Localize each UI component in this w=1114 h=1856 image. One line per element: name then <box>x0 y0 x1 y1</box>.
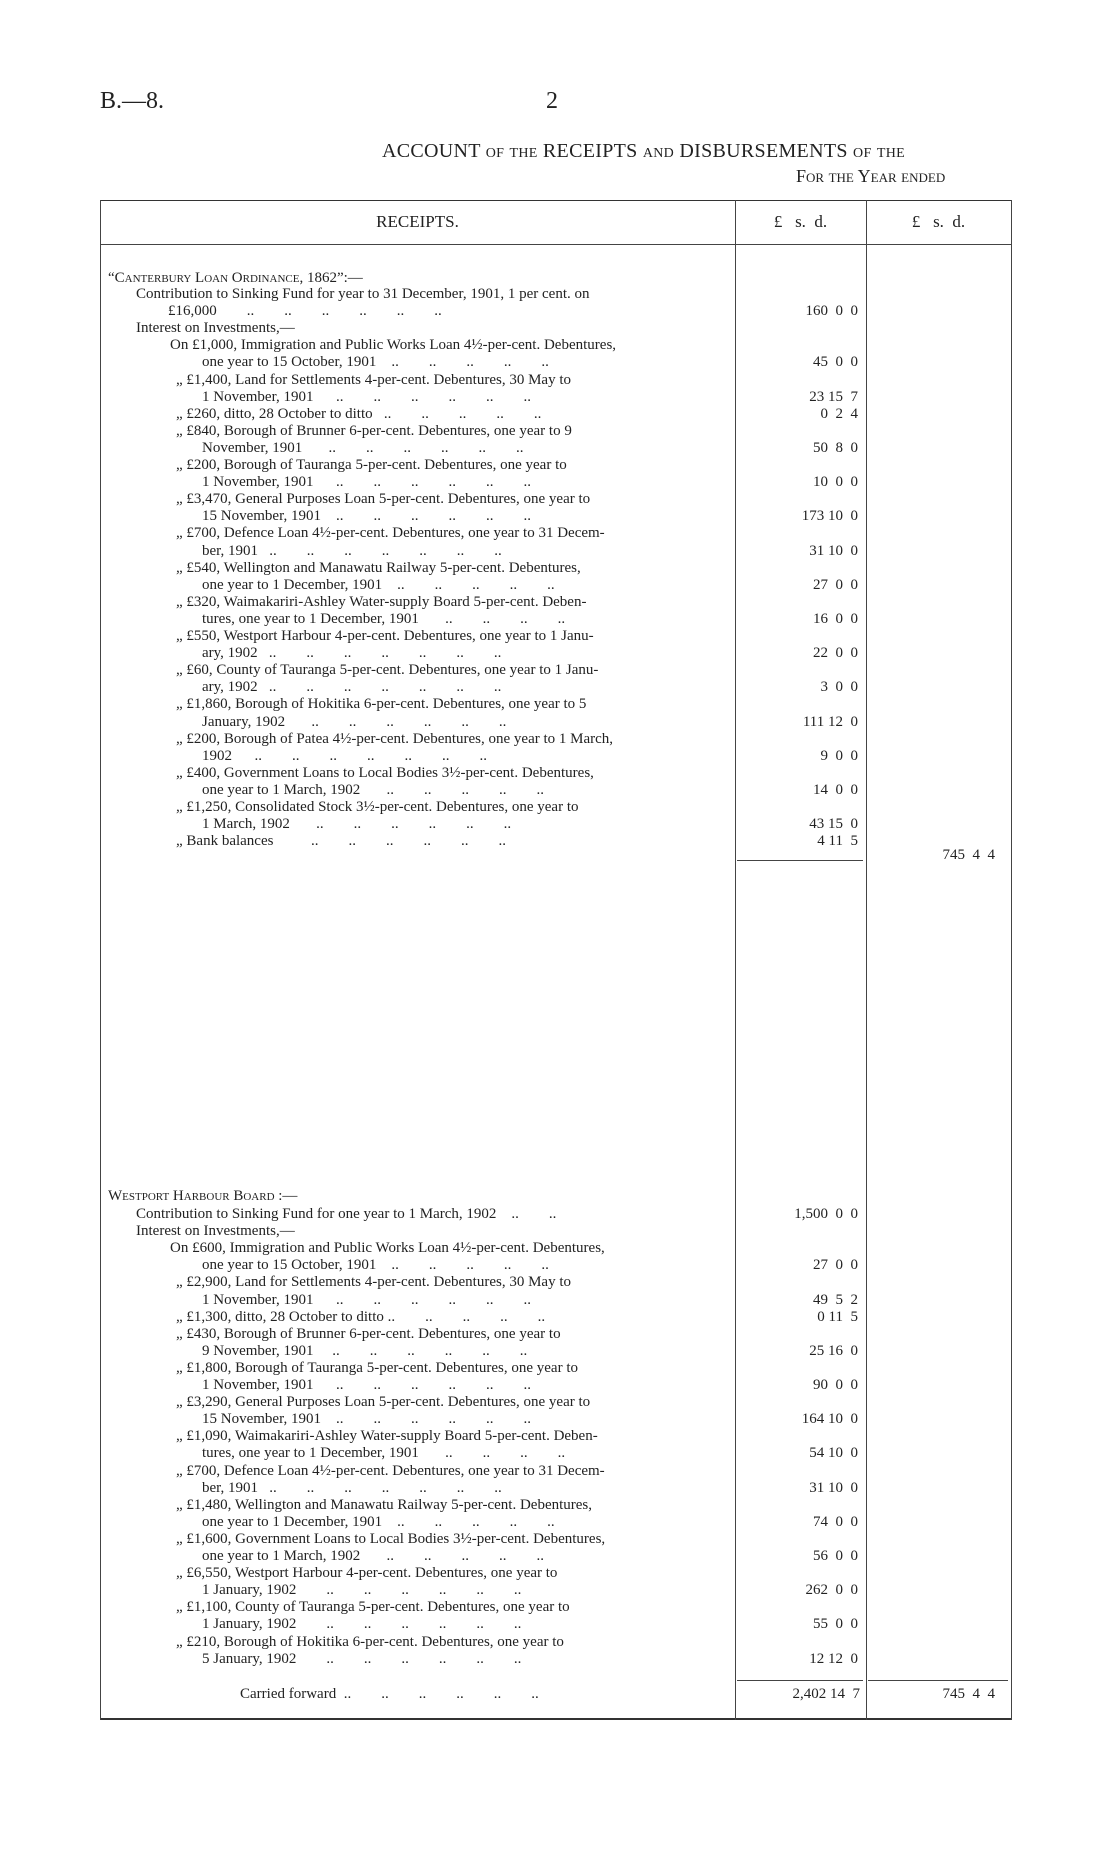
ledger-line: 1 January, 1902 .. .. .. .. .. .. <box>202 1616 522 1633</box>
ledger-line: January, 1902 .. .. .. .. .. .. <box>202 713 507 730</box>
ledger-amount: 56 0 0 <box>813 1548 858 1564</box>
ledger-line: „ £320, Waimakariri-Ashley Water-supply Board 5-per-cent. Deben- <box>176 593 587 610</box>
ledger-line: Interest on Investments,— <box>136 1223 295 1240</box>
ledger-line: „ £1,600, Government Loans to Local Bodies 3½-per-cent. Debentures, <box>176 1530 606 1547</box>
ledger-line: „ Bank balances .. .. .. .. .. .. <box>176 833 506 850</box>
ledger-line: ber, 1901 .. .. .. .. .. .. .. <box>202 542 502 559</box>
ledger-amount: 3 0 0 <box>820 679 858 696</box>
document-reference: B.—8. <box>100 88 165 114</box>
ledger-line: „ £1,800, Borough of Tauranga 5-per-cent. Debentures, one year to <box>176 1359 578 1376</box>
ledger-amount: 31 10 0 <box>809 542 858 559</box>
ledger-amount: 9 0 0 <box>820 747 858 764</box>
ledger-line: „ £3,470, General Purposes Loan 5-per-cent. Debentures, one year to <box>176 491 591 508</box>
ledger-line: one year to 1 March, 1902 .. .. .. .. .. <box>202 781 545 798</box>
ledger-line: „ £700, Defence Loan 4½-per-cent. Debentures, one year to 31 Decem- <box>176 1462 605 1479</box>
ledger-line: ber, 1901 .. .. .. .. .. .. .. <box>202 1479 502 1496</box>
ledger-line: tures, one year to 1 December, 1901 .. .. .. .. <box>202 1445 566 1462</box>
ledger-amount: 16 0 0 <box>813 610 858 627</box>
ledger-line: „ £1,300, ditto, 28 October to ditto .. .. .. .. .. <box>176 1308 546 1325</box>
page-number: 2 <box>546 88 558 114</box>
ledger-line: Interest on Investments,— <box>136 320 295 337</box>
ledger-line: „ £1,400, Land for Settlements 4-per-cent. Debentures, 30 May to <box>176 371 572 388</box>
ledger-line: On £1,000, Immigration and Public Works Loan 4½-per-cent. Debentures, <box>170 337 617 354</box>
ledger-line: ary, 1902 .. .. .. .. .. .. .. <box>202 679 502 696</box>
ledger-amount: 1,500 0 0 <box>794 1206 858 1222</box>
amount-column-header: £ s. d. <box>773 212 828 231</box>
ledger-line: 5 January, 1902 .. .. .. .. .. .. <box>202 1650 522 1667</box>
receipts-column-header: RECEIPTS. <box>376 212 459 231</box>
ledger-amount: 12 12 0 <box>809 1650 858 1667</box>
ledger-line: November, 1901 .. .. .. .. .. .. <box>202 439 524 456</box>
ledger-line: „ £200, Borough of Tauranga 5-per-cent. Debentures, one year to <box>176 457 567 473</box>
column-rule-right <box>1011 200 1012 1720</box>
section-title-westport: Westport Harbour Board :— <box>108 1188 298 1204</box>
ledger-amount: 22 0 0 <box>813 645 858 662</box>
ledger-line: „ £200, Borough of Patea 4½-per-cent. Debentures, one year to 1 March, <box>176 730 614 747</box>
ledger-line: one year to 15 October, 1901 .. .. .. .. .. <box>202 354 549 371</box>
ledger-amount: 50 8 0 <box>813 439 858 456</box>
ledger-line: „ £400, Government Loans to Local Bodies 3½-per-cent. Debentures, <box>176 764 594 781</box>
carried-forward-rule-2 <box>868 1680 1008 1681</box>
ledger-amount: 54 10 0 <box>809 1445 858 1462</box>
ledger-line: 15 November, 1901 .. .. .. .. .. .. <box>202 508 531 525</box>
ledger-line: „ £700, Defence Loan 4½-per-cent. Debentures, one year to 31 Decem- <box>176 525 605 542</box>
section-title-canterbury: “Canterbury Loan Ordinance, 1862”:— <box>108 270 363 286</box>
ledger-line: „ £1,100, County of Tauranga 5-per-cent. Debentures, one year to <box>176 1599 570 1616</box>
ledger-line: one year to 1 December, 1901 .. .. .. .. .. <box>202 1513 555 1530</box>
ledger-line: 1 November, 1901 .. .. .. .. .. .. <box>202 1377 531 1393</box>
total-column-header: £ s. d. <box>911 212 966 231</box>
ledger-amount: 55 0 0 <box>813 1616 858 1633</box>
ledger-amount: 45 0 0 <box>813 354 858 371</box>
ledger-line: „ £210, Borough of Hokitika 6-per-cent. Debentures, one year to <box>176 1633 564 1650</box>
ledger-line: „ £1,090, Waimakariri-Ashley Water-supply Board 5-per-cent. Deben- <box>176 1428 598 1445</box>
account-title: ACCOUNT of the RECEIPTS and DISBURSEMENTS of the <box>382 140 905 162</box>
ledger-line: „ £1,860, Borough of Hokitika 6-per-cent. Debentures, one year to 5 <box>176 696 587 713</box>
ledger-amount: 0 11 5 <box>817 1308 858 1325</box>
ledger-line: „ £1,250, Consolidated Stock 3½-per-cent. Debentures, one year to <box>176 799 579 815</box>
ledger-amount: 0 2 4 <box>820 405 858 422</box>
ledger-line: On £600, Immigration and Public Works Loan 4½-per-cent. Debentures, <box>170 1240 605 1257</box>
ledger-line: 1902 .. .. .. .. .. .. .. <box>202 747 487 764</box>
ledger-line: „ £840, Borough of Brunner 6-per-cent. Debentures, one year to 9 <box>176 422 572 439</box>
ledger-amount: 111 12 0 <box>802 713 858 730</box>
ledger-line: „ £2,900, Land for Settlements 4-per-cent. Debentures, 30 May to <box>176 1274 572 1291</box>
column-rule-amounts <box>735 200 736 1720</box>
ledger-amount: 25 16 0 <box>809 1342 858 1359</box>
ledger-line: one year to 1 December, 1901 .. .. .. .. .. <box>202 576 555 593</box>
ledger-line: „ £3,290, General Purposes Loan 5-per-cent. Debentures, one year to <box>176 1394 591 1411</box>
account-subtitle: For the Year ended <box>796 166 946 186</box>
ledger-amount: 90 0 0 <box>813 1377 858 1393</box>
header-rule <box>100 244 1012 245</box>
canterbury-total: 745 4 4 <box>942 847 995 863</box>
ledger-amount: 4 11 5 <box>817 833 858 850</box>
ledger-amount: 173 10 0 <box>801 508 858 525</box>
ledger-line: 15 November, 1901 .. .. .. .. .. .. <box>202 1411 531 1428</box>
carried-forward-rule-1 <box>737 1680 863 1681</box>
ledger-line: „ £430, Borough of Brunner 6-per-cent. Debentures, one year to <box>176 1325 561 1342</box>
ledger-line: 1 January, 1902 .. .. .. .. .. .. <box>202 1582 522 1599</box>
subtotal-rule-canterbury <box>737 860 863 861</box>
ledger-line: „ £260, ditto, 28 October to ditto .. .. .. .. .. <box>176 405 542 422</box>
ledger-amount: 49 5 2 <box>813 1291 858 1308</box>
ledger-amount: 160 0 0 <box>805 303 858 320</box>
ledger-line: „ £6,550, Westport Harbour 4-per-cent. Debentures, one year to <box>176 1565 558 1582</box>
ledger-amount: 27 0 0 <box>813 576 858 593</box>
column-rule-totals <box>866 200 867 1720</box>
ledger-line: ary, 1902 .. .. .. .. .. .. .. <box>202 645 502 662</box>
ledger-line: 1 November, 1901 .. .. .. .. .. .. <box>202 474 531 491</box>
carried-forward-amount: 2,402 14 7 <box>792 1686 860 1702</box>
ledger-line: 9 November, 1901 .. .. .. .. .. .. <box>202 1342 528 1359</box>
ledger-amount: 14 0 0 <box>813 781 858 798</box>
ledger-line: £16,000 .. .. .. .. .. .. <box>168 303 442 320</box>
ledger-amount: 262 0 0 <box>805 1582 858 1599</box>
ledger-line: tures, one year to 1 December, 1901 .. .. .. .. <box>202 610 566 627</box>
carried-forward-label: Carried forward .. .. .. .. .. .. <box>240 1686 539 1702</box>
ledger-amount: 31 10 0 <box>809 1479 858 1496</box>
ledger-amount: 43 15 0 <box>809 816 858 833</box>
ledger-line: „ £1,480, Wellington and Manawatu Railway 5-per-cent. Debentures, <box>176 1496 593 1513</box>
ledger-line: „ £550, Westport Harbour 4-per-cent. Debentures, one year to 1 Janu- <box>176 628 594 644</box>
ledger-amount: 164 10 0 <box>801 1411 858 1428</box>
ledger-line: one year to 1 March, 1902 .. .. .. .. .. <box>202 1548 545 1564</box>
carried-forward-total: 745 4 4 <box>942 1686 995 1702</box>
ledger-amount: 23 15 7 <box>809 388 858 405</box>
ledger-line: Contribution to Sinking Fund for year to 31 December, 1901, 1 per cent. on <box>136 286 590 302</box>
ledger-line: Contribution to Sinking Fund for one year to 1 March, 1902 .. .. <box>136 1206 557 1222</box>
ledger-amount: 27 0 0 <box>813 1257 858 1274</box>
ledger-line: 1 November, 1901 .. .. .. .. .. .. <box>202 1291 531 1308</box>
ledger-line: one year to 15 October, 1901 .. .. .. .. .. <box>202 1257 549 1274</box>
ledger-line: „ £540, Wellington and Manawatu Railway 5-per-cent. Debentures, <box>176 559 581 576</box>
ledger-line: 1 March, 1902 .. .. .. .. .. .. <box>202 816 512 833</box>
ledger-amount: 10 0 0 <box>813 474 858 491</box>
ledger-line: „ £60, County of Tauranga 5-per-cent. Debentures, one year to 1 Janu- <box>176 662 599 679</box>
ledger-line: 1 November, 1901 .. .. .. .. .. .. <box>202 388 531 405</box>
ledger-amount: 74 0 0 <box>813 1513 858 1530</box>
column-rule-left <box>100 200 101 1720</box>
